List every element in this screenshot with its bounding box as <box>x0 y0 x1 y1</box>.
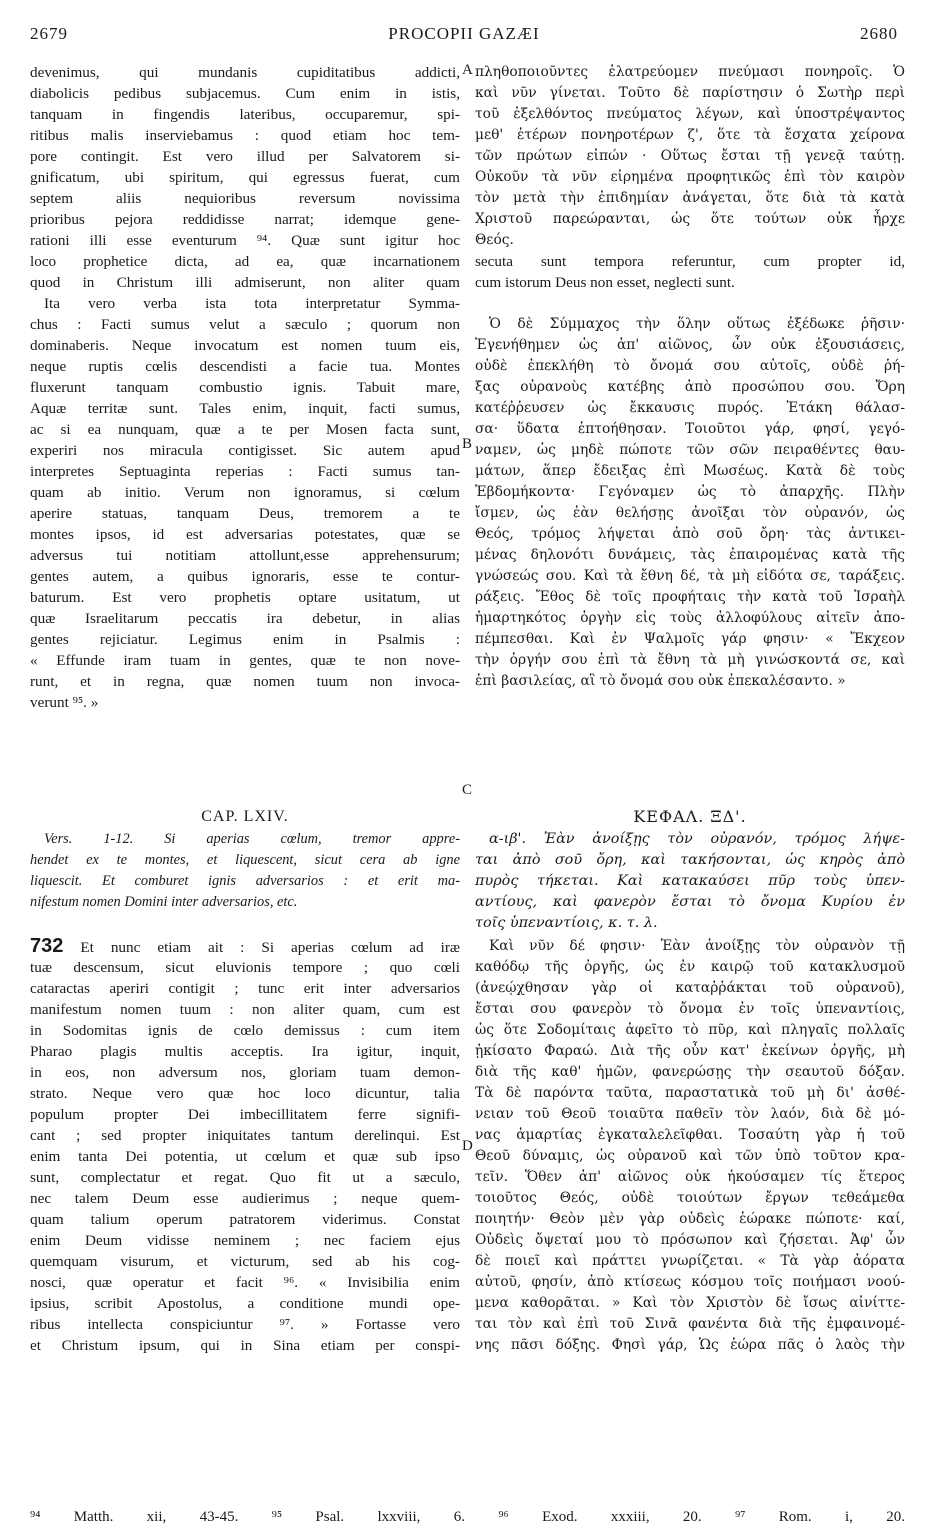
text-line: τῶν πρώτων εἰπών · Οὕτως ἔσται τῇ γενεᾷ ταύτῃ. <box>475 148 905 164</box>
text-line: Aquæ territæ sunt. Tales enim, inquit, facti sumus, <box>30 400 460 417</box>
text-line: μεθ' ἑτέρων πονηροτέρων ζ', ὅτε τὰ ἔσχατα χείρονα <box>475 127 905 143</box>
summary-line: hendet ex te montes, et liquescent, sicut cera ab igne <box>30 852 460 868</box>
text-line: Καὶ νῦν δέ φησιν· Ἐὰν ἀνοίξῃς τὸν οὐρανὸν τῇ <box>489 938 905 954</box>
text-line: in Sodomitas ignis de cœlo demissus : cum item <box>30 1022 460 1039</box>
text-line: ἐπὶ βασιλείας, αἳ τὸ ὄνομά σου οὐκ ἐπεκαλέσαντο. » <box>475 673 846 689</box>
text-line: τοιοῦτος Θεός, οὐδὲ τοιούτων ἔργων τεθεάμεθα <box>475 1190 905 1206</box>
text-line: ritibus malis inserviebamus : quod etiam hoc tem- <box>30 127 460 144</box>
text-line: Θεός. <box>475 232 514 248</box>
text-line: πέμπεσθαι. Καὶ ἐν Ψαλμοῖς γάρ φησιν· « Ἔκχεον <box>475 631 905 647</box>
text-line: καὶ νῦν γίνεται. Τοῦτο δὲ παρίστησιν ὁ Σωτὴρ περὶ <box>475 85 905 101</box>
page-number-right: 2680 <box>860 24 898 43</box>
text-line: Χριστοῦ παρεώρανται, ὡς ὅτε τούτων οὐκ ἦρχε <box>475 211 905 227</box>
text-line: τεῖν. Ὅθεν ἀπ' αἰῶνος οὐκ ἠκούσαμεν τίς ἕτερος <box>475 1169 905 1185</box>
text-line: neque ruptis cœlis descendisti a facie tua. Montes <box>30 358 460 375</box>
text-line: experiri nos miracula contigisset. Sic autem apud <box>30 442 460 459</box>
text-line: sunt, complectatur et regat. Quo fit ut a sæculo, <box>30 1169 460 1186</box>
text-line: dominaberis. Neque invocatum est nomen tuum eis, <box>30 337 460 354</box>
text-line: interpretes Septuaginta reperias : Facti sumus tan- <box>30 463 460 480</box>
section-marker-b: B <box>462 436 473 452</box>
text-line: diabolicis pedibus subjacemus. Cum enim in istis, <box>30 85 460 102</box>
summary-line: liquescit. Et comburet ignis adversarios : et erit ma- <box>30 873 460 889</box>
running-title: PROCOPII GAZÆI <box>388 24 540 43</box>
summary-line: πυρὸς τήκεται. Καὶ κατακαύσει πῦρ τοὺς ὑπεν- <box>475 873 905 889</box>
text-line: aperire statuas, tanquam Deus, tremorem a te <box>30 505 460 522</box>
section-marker-a: A <box>462 62 473 78</box>
text-line: gentes rejiciatur. Legimus enim in Psalmis : <box>30 631 460 648</box>
text-line: « Effunde iram tuam in gentes, quæ te non nove- <box>30 652 460 669</box>
summary-line: αντίους, καὶ φανερὸν ἔσται τὸ ὄνομα Κυρίου ἐν <box>475 894 905 910</box>
text-line: νης πᾶσι δόξης. Φησὶ γάρ, Ὡς ἑώρα πᾶς ὁ λαὸς τὴν <box>475 1337 905 1353</box>
text-line: montes ipsos, id est adversarias potestates, quæ se <box>30 526 460 543</box>
text-line: ἔσται σου φανερὸν τὸ ὄνομα ἐν τοῖς ὑπεναντίοις, <box>475 1001 905 1017</box>
text-line: ribus intellecta conspiciuntur ⁹⁷. » Fortasse vero <box>30 1316 460 1333</box>
text-line: enim Deum vidisse neminem ; nec faciem ejus <box>30 1232 460 1249</box>
text-line: κατέῤῥευσεν ὡς ἔκκαυσις πυρός. Ἐτάκη θάλασ- <box>475 400 905 416</box>
text-line: ποιητήν· Θεὸν μὲν γὰρ οὐδεὶς ἑώρακε πώποτε· καί, <box>475 1211 905 1227</box>
text-line-first <box>30 936 460 957</box>
text-line: Pharao plagis multis acceptis. Ira igitur, inquit, <box>30 1043 460 1060</box>
text-line: septem aliis nequioribus reversum novissima <box>30 190 460 207</box>
text-line: τοῦ ἐξελθόντος πνεύματος λέγων, καὶ ὑποστρέψαντος <box>475 106 905 122</box>
text-line: prioribus pejora reddidisse narrat; idemque gene- <box>30 211 460 228</box>
text-line: strato. Neque vero quæ hoc loco dicuntur, talia <box>30 1085 460 1102</box>
text-line: πληθοποιοῦντες ἐλατρεύομεν πνεύμασι πονηροῖς. Ὁ <box>475 64 905 80</box>
text-line: αὐτοῦ, φησίν, ἀπὸ κτίσεως κόσμου τοῖς ποιήμασι νοού- <box>475 1274 905 1290</box>
text-line: Θεοῦ δύναμις, ὡς οὐρανοῦ καὶ τῶν ὑπὸ τοῦτον κρα- <box>475 1148 905 1164</box>
text-line: quæ Israelitarum peccatis ira debetur, in alias <box>30 610 460 627</box>
text-line: baturum. Est vero prophetis optare usitatum, ut <box>30 589 460 606</box>
text-line: et Christum ipsum, qui in Sina etiam per conspi- <box>30 1337 460 1354</box>
text-line: Οὐκοῦν τὰ νῦν εἰρημένα προφητικῶς ἐπὶ τὸν καιρὸν <box>475 169 905 185</box>
text-line: τὴν ὀργήν σου ἐπὶ τὰ ἔθνη τὰ μὴ γινώσκοντά σε, καὶ <box>475 652 905 668</box>
text-line: nec talem Deum esse audierimus ; neque quem- <box>30 1190 460 1207</box>
latin-column-top <box>30 62 460 293</box>
latin-column-middle <box>30 293 460 713</box>
first-line-text: Et nunc etiam ait : Si aperias cœlum ad iræ <box>80 939 460 956</box>
text-line: νειαν τοῦ Θεοῦ τοιαῦτα παθεῖν τὸν λαόν, διὰ δὲ μό- <box>475 1106 905 1122</box>
text-line: chus : Facti sumus velut a sæculo ; quorum non <box>30 316 460 333</box>
text-line: νας ἁμαρτίας ἐγκαταλελεῖφθαι. Τοσαύτη γὰρ ἡ τοῦ <box>475 1127 905 1143</box>
text-line: καθόδῳ τῆς ὀργῆς, ὡς ἐν καιρῷ τοῦ κατακλυσμοῦ <box>475 959 905 975</box>
text-line: ξας οὐρανοὺς κατέβης ἀπὸ προσώπου σου. Ὄρη <box>475 379 905 395</box>
summary-line: α-ιβ'. Ἐὰν ἀνοίξῃς τὸν οὐρανόν, τρόμος λήψε- <box>489 831 905 847</box>
text-line: manifestum nomen tuum : non aliter quam, cum est <box>30 1001 460 1018</box>
text-line: tuæ descensum, sicut eluvionis tempore ; quo cœli <box>30 959 460 976</box>
text-line: Ἑβδομήκοντα· Γεγόναμεν ὡς τὸ ἀπαρχῆς. Πλὴν <box>475 484 905 500</box>
greek-column-bottom <box>475 936 905 1356</box>
text-line: rationi illi esse eventurum ⁹⁴. Quæ sunt igitur hoc <box>30 232 460 249</box>
text-line: Οὐδεὶς ὄψεταί μου τὸ πρόσωπον καὶ ζήσεται. Ἀφ' ὧν <box>475 1232 905 1248</box>
text-line: (ἀνεῴχθησαν γὰρ οἱ καταῤῥάκται τοῦ οὐρανοῦ), <box>475 980 905 996</box>
text-line: γνώσεώς σου. Καὶ τὰ ἔθνη δέ, τὰ μὴ εἰδότα σε, ταράξεις. <box>475 568 905 584</box>
text-line: τὸν μετὰ τὴν ἐπιδημίαν ἀνάγεται, ὅτε διὰ τὰ κατὰ <box>475 190 905 206</box>
text-line: Ita vero verba ista tota interpretatur Symma- <box>44 295 460 312</box>
bridge-line-2: cum istorum Deus non esset, neglecti sunt. <box>475 274 735 291</box>
summary-line: τοῖς ὑπεναντίοις, κ. τ. λ. <box>475 915 658 931</box>
greek-column-middle <box>475 314 905 692</box>
text-line: μάτων, ἅπερ ἔδειξας ἐπὶ Μωσέως. Κατὰ δὲ τοὺς <box>475 463 905 479</box>
chapter-heading-latin <box>30 805 460 913</box>
text-line: ται τὸν καὶ ἐπὶ τοῦ Σινᾶ φανέντα διὰ τῆς ἐμφαινομέ- <box>475 1316 905 1332</box>
text-line: ipsius, scribit Apostolus, a conditione mundi ope- <box>30 1295 460 1312</box>
text-line: ἴσμεν, ὡς ἐὰν θελήσῃς ἀνοῖξαι τὸν οὐρανόν, ὡς <box>475 505 905 521</box>
text-line: devenimus, qui mundanis cupiditatibus addicti, <box>30 64 460 81</box>
column-number: 732 <box>30 936 64 957</box>
text-line: ᾐκίσατο Φαραώ. Διὰ τῆς οὖν κατ' ἐκείνων ὀργῆς, μὴ <box>475 1043 905 1059</box>
text-line: cant ; sed propter iniquitates tantum derelinqui. Est <box>30 1127 460 1144</box>
text-line: Ἐγενήθημεν ὡς ἀπ' αἰῶνος, ὧν οὐκ ἐξουσιάσεις, <box>475 337 905 353</box>
text-line: ἡμαρτηκότος ὀργὴν εἰς τοὺς ἀλλοφύλους αἰτεῖν ἀπο- <box>475 610 905 626</box>
text-line: οὐδὲ ἐπεκλήθη τὸ ὄνομά σου αὐτοῖς, οὐδὲ ῥή- <box>475 358 905 374</box>
greek-column-top <box>475 62 905 251</box>
text-line: runt, et in regna, quæ nomen tuum non invoca- <box>30 673 460 690</box>
footnotes: ⁹⁴ Matth. xii, 43-45. ⁹⁵ Psal. lxxviii, 6. ⁹⁶ Exod. xxxiii, 20. ⁹⁷ Rom. i, 20. <box>30 1509 905 1525</box>
summary-line: Vers. 1-12. Si aperias cœlum, tremor appre- <box>44 831 460 847</box>
text-line: μένας δηλονότι δυνάμεις, τὰς ἐπαιρομένας κατὰ τῆς <box>475 547 905 563</box>
text-line: quemquam visurum, et victurum, sed ab his cog- <box>30 1253 460 1270</box>
chapter-heading-greek <box>475 805 905 934</box>
bridge-line-1: secuta sunt tempora referuntur, cum propter id, <box>475 253 905 270</box>
latin-column-bottom <box>30 936 460 1356</box>
text-line: fluxerunt tanquam combustio ignis. Tabuit mare, <box>30 379 460 396</box>
text-line: gentes autem, a quibus ignoraris, esse te contur- <box>30 568 460 585</box>
text-line: Θεός, τρόμος λήψεται ἀπὸ σοῦ ὄρη· τὰς ἀντικει- <box>475 526 905 542</box>
text-line: μενα καθορᾶται. » Καὶ τὸν Χριστὸν δὲ ἴσως αἰνίττε- <box>475 1295 905 1311</box>
text-line: enim tanta Dei potentia, ut cœlum et quæ sub ipso <box>30 1148 460 1165</box>
summary-line: ται ἀπὸ σοῦ ὄρη, καὶ τακήσονται, ὡς κηρὸς ἀπὸ <box>475 852 905 868</box>
page-header <box>30 24 898 50</box>
section-marker-d: D <box>462 1138 473 1154</box>
text-line: loco prophetice dicta, ad ea, quæ incarnationem <box>30 253 460 270</box>
text-line: σα· ὕδατα ἐπτοήθησαν. Τοιοῦτοι γάρ, φησί, γεγό- <box>475 421 905 437</box>
text-line: διὰ τῆς καθ' ἡμῶν, φανερώσῃς τὴν σεαυτοῦ δόξαν. <box>475 1064 905 1080</box>
text-line: adversus tui notitiam attollunt,esse apprehensurum; <box>30 547 460 564</box>
text-line: tanquam in fingendis lateribus, occuparemur, spi- <box>30 106 460 123</box>
text-line: quam talium operum patratorem viderimus. Constat <box>30 1211 460 1228</box>
text-line: in eos, non adversum nos, gloriam tuam demon- <box>30 1064 460 1081</box>
text-line: cataractas aperiri contigit ; tunc erit inter adversarios <box>30 980 460 997</box>
text-line: δὲ ποιεῖ καὶ πράττει γνωρίζεται. « Τὰ γὰρ ἀόρατα <box>475 1253 905 1269</box>
bridge-lines <box>475 251 905 293</box>
text-line: populum propter Dei imbecillitatem ferre signifi- <box>30 1106 460 1123</box>
text-line: pore contingit. Est vero illud per Salvatorem si- <box>30 148 460 165</box>
text-line: ὡς ὅτε Σοδομίταις ἀφεῖτο τὸ πῦρ, καὶ πληγαῖς πολλαῖς <box>475 1022 905 1038</box>
text-line: gnificatum, ubi spiritum, qui egressus fuerat, cum <box>30 169 460 186</box>
text-line: ράξεις. Ἔθος δὲ τοῖς προφήταις τὴν κατὰ τοῦ Ἰσραὴλ <box>475 589 905 605</box>
text-line: Τὰ δὲ παρόντα ταῦτα, παραστατικὰ τοῦ μὴ δι' ἀσθέ- <box>475 1085 905 1101</box>
section-marker-c: C <box>462 782 473 798</box>
text-line: quam ab initio. Verum non ignoramus, si cœlum <box>30 484 460 501</box>
text-line: ac si ea nunquam, quæ a te per Mosen facta sunt, <box>30 421 460 438</box>
chapter-title-greek: ΚΕΦΑΛ. ΞΔ'. <box>633 807 747 826</box>
text-line: ναμεν, ὡς μηδὲ πώποτε τῶν σῶν πειραθέντες θαυ- <box>475 442 905 458</box>
page-number-left: 2679 <box>30 24 68 43</box>
text-line: quod in Christum illi admiserunt, non aliter quam <box>30 274 460 291</box>
chapter-title-latin: CAP. LXIV. <box>201 808 289 825</box>
summary-line: nifestum nomen Domini inter adversarios, etc. <box>30 894 298 910</box>
text-line: verunt ⁹⁵. » <box>30 694 99 711</box>
text-line: nosci, quæ operatur et facit ⁹⁶. « Invisibilia enim <box>30 1274 460 1291</box>
text-line: Ὁ δὲ Σύμμαχος τὴν ὅλην οὕτως ἐξέδωκε ῥῆσιν· <box>489 316 905 332</box>
